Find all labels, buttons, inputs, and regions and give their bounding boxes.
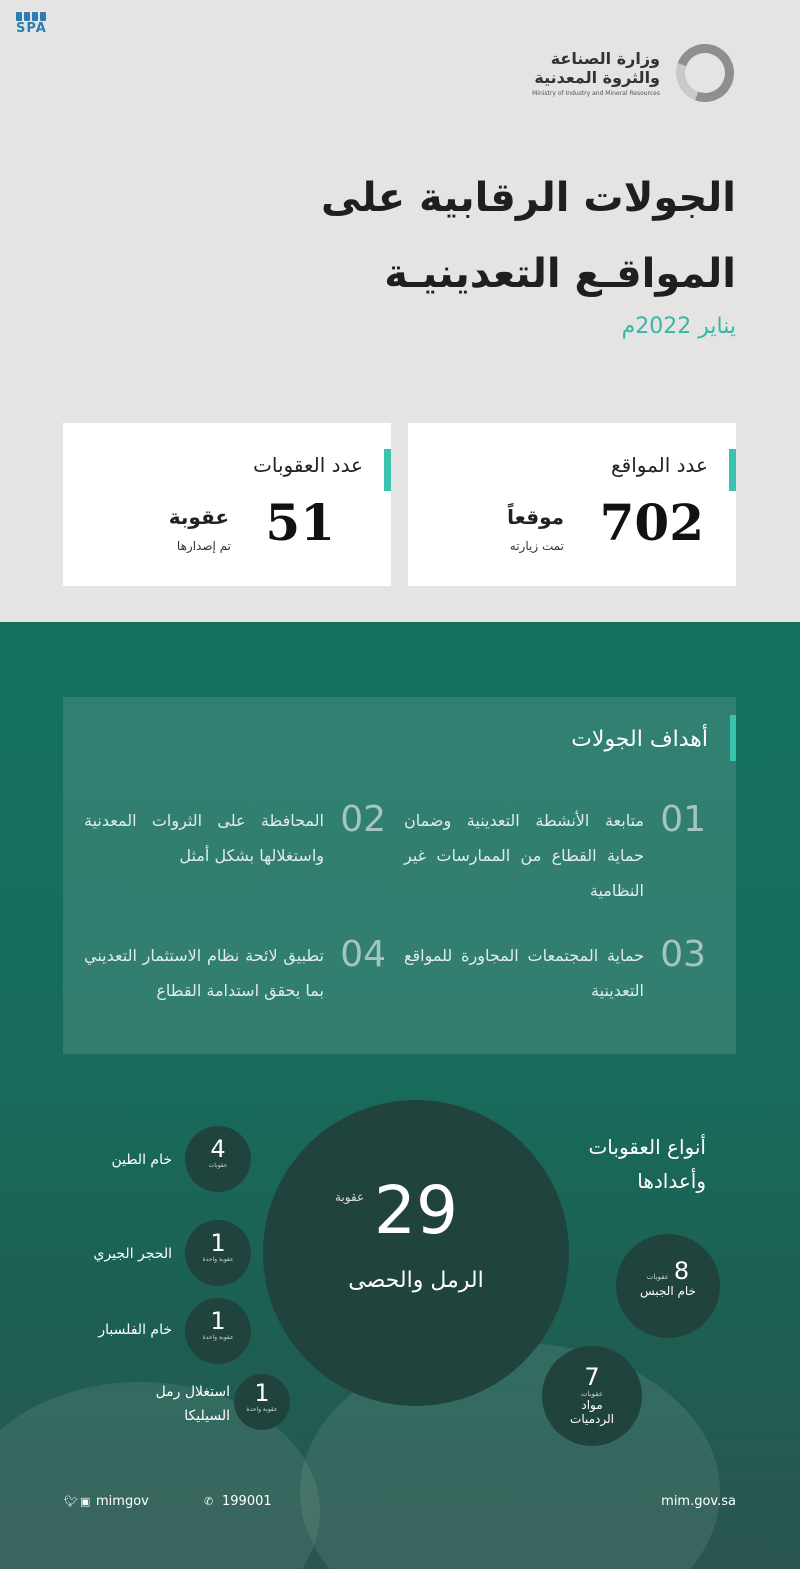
phone-number[interactable]: 199001 xyxy=(222,1494,272,1509)
limestone-label: الحجر الجيري xyxy=(93,1246,172,1262)
goal-text: متابعة الأنشطة التعدينية وضمان حماية القطاع من الممارسات غير النظامية xyxy=(404,811,644,900)
penalties-stat-value: 51 xyxy=(265,493,335,552)
feldspar-value: 1 xyxy=(210,1307,226,1335)
footer xyxy=(0,1494,800,1534)
gypsum-label: خام الجبس xyxy=(640,1284,696,1298)
goal-text: المحافظة على الثروات المعدنية واستغلالها بشكل أمثل xyxy=(84,811,324,865)
debris-unit: عقوبات xyxy=(580,1390,603,1398)
penalties-stat-title: عدد العقوبات xyxy=(253,453,363,477)
penalty-types-title-line2: وأعدادها xyxy=(637,1169,706,1193)
debris-label-line1: مواد xyxy=(581,1398,603,1412)
penalties-stat-sub: تم إصدارها xyxy=(176,539,231,553)
sites-stat-unit: موقعاً xyxy=(507,505,564,529)
silica-unit: عقوبة واحدة xyxy=(246,1406,278,1413)
debris-label-line2: الردميات xyxy=(570,1412,614,1426)
page-title xyxy=(321,160,736,312)
clay-value: 4 xyxy=(210,1135,226,1163)
sand-gravel-unit: عقوبة xyxy=(335,1190,365,1204)
silica-circle xyxy=(234,1374,290,1430)
goal-text: حماية المجتمعات المجاورة للمواقع التعدينية xyxy=(404,946,644,1000)
goals-accent-bar xyxy=(730,715,736,761)
ministry-name xyxy=(532,49,660,97)
spa-logo-mark xyxy=(16,12,56,21)
goal-number: 04 xyxy=(340,934,386,975)
sites-stat-card xyxy=(408,423,736,586)
penalty-types-title xyxy=(546,1130,706,1198)
clay-label: خام الطين xyxy=(111,1152,172,1168)
ministry-name-line1: وزارة الصناعة xyxy=(550,49,660,68)
goal-number: 01 xyxy=(660,799,706,840)
ministry-name-en: Ministry of Industry and Mineral Resources xyxy=(532,90,660,97)
penalties-stat-card xyxy=(63,423,391,586)
social-handle[interactable]: mimgov xyxy=(96,1494,149,1509)
goals-panel xyxy=(63,697,736,1054)
report-date: يناير 2022م xyxy=(621,314,736,339)
sand-gravel-circle xyxy=(263,1100,569,1406)
penalty-types-title-line1: أنواع العقوبات xyxy=(588,1135,706,1159)
sand-gravel-value: 29 xyxy=(374,1172,458,1249)
header-section xyxy=(0,0,800,622)
spa-logo xyxy=(16,12,56,40)
ministry-logo xyxy=(532,44,734,102)
goal-number: 02 xyxy=(340,799,386,840)
page-title-line2: المواقـع التعدينيـة xyxy=(384,251,736,297)
spa-logo-text: SPA xyxy=(16,21,47,36)
debris-value: 7 xyxy=(584,1363,600,1391)
card-accent-bar xyxy=(384,449,391,491)
footer-social[interactable] xyxy=(64,1494,149,1509)
silica-value: 1 xyxy=(254,1379,270,1407)
limestone-unit: عقوبة واحدة xyxy=(202,1256,234,1263)
phone-icon: ✆ xyxy=(204,1494,214,1508)
goal-number: 03 xyxy=(660,934,706,975)
gypsum-unit: عقوبات xyxy=(646,1273,669,1281)
goal-text: تطبيق لائحة نظام الاستثمار التعديني بما يحقق استدامة القطاع xyxy=(84,946,324,1000)
silica-label xyxy=(110,1380,230,1428)
goals-title: أهداف الجولات xyxy=(571,727,708,752)
gypsum-value: 8 xyxy=(673,1257,690,1285)
limestone-circle xyxy=(185,1220,251,1286)
limestone-value: 1 xyxy=(210,1229,226,1257)
sites-stat-value: 702 xyxy=(599,493,704,552)
footer-phone[interactable] xyxy=(204,1494,272,1509)
feldspar-unit: عقوبة واحدة xyxy=(202,1334,234,1341)
clay-circle xyxy=(185,1126,251,1192)
instagram-icon[interactable]: ▣ xyxy=(80,1494,91,1508)
silica-label-line2: السيليكا xyxy=(184,1408,230,1424)
debris-circle xyxy=(542,1346,642,1446)
twitter-icon[interactable]: 🐦︎ xyxy=(64,1494,78,1508)
feldspar-label: خام الفلسبار xyxy=(98,1322,172,1338)
ministry-emblem-icon xyxy=(666,34,743,111)
card-accent-bar xyxy=(729,449,736,491)
silica-label-line1: استغلال رمل xyxy=(155,1384,230,1400)
sites-stat-sub: تمت زيارته xyxy=(509,539,564,553)
website-link[interactable]: mim.gov.sa xyxy=(661,1494,736,1509)
details-section xyxy=(0,622,800,1569)
feldspar-circle xyxy=(185,1298,251,1364)
clay-unit: عقوبات xyxy=(208,1162,228,1169)
sites-stat-title: عدد المواقع xyxy=(610,453,708,477)
penalties-stat-unit: عقوبة xyxy=(168,505,229,529)
gypsum-circle xyxy=(616,1234,720,1338)
ministry-name-line2: والثروة المعدنية xyxy=(534,68,660,87)
sand-gravel-label: الرمل والحصى xyxy=(348,1268,484,1293)
page-title-line1: الجولات الرقابية على xyxy=(320,175,736,221)
